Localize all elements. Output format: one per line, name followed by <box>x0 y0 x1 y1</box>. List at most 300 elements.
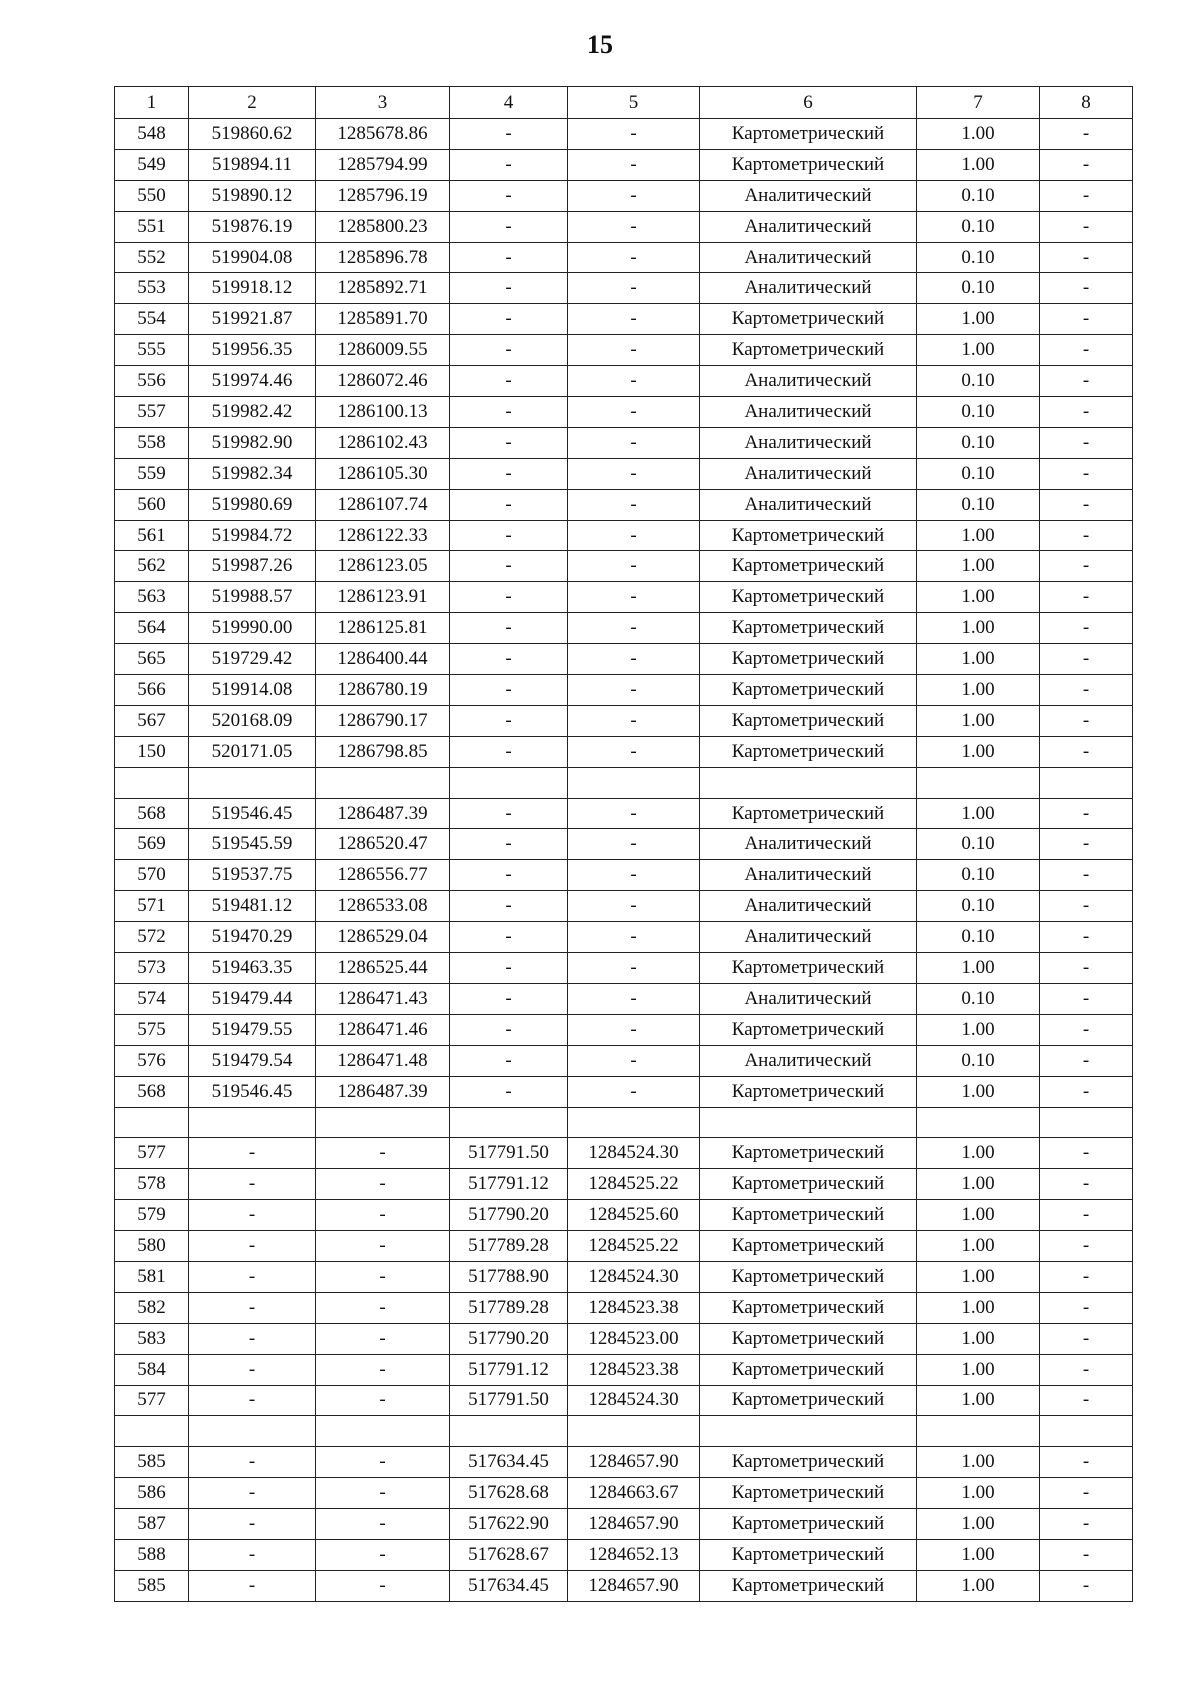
cell-coord-x-existing: 519982.42 <box>189 397 316 428</box>
table-row <box>115 273 1133 304</box>
cell-coord-y-new: 1284523.38 <box>568 1292 700 1323</box>
cell-coord-y-existing: - <box>316 1231 450 1262</box>
cell-coord-x-existing: 519904.08 <box>189 242 316 273</box>
cell-point-number: 570 <box>115 860 189 891</box>
cell-coord-x-existing: 519470.29 <box>189 922 316 953</box>
cell-coord-y-existing: - <box>316 1292 450 1323</box>
cell-coord-x-existing: 520168.09 <box>189 705 316 736</box>
cell-coord-x-existing: 519988.57 <box>189 582 316 613</box>
cell-coord-y-existing: 1286123.91 <box>316 582 450 613</box>
table-row <box>115 983 1133 1014</box>
cell-point-number: 578 <box>115 1169 189 1200</box>
cell-coord-y-new: - <box>568 675 700 706</box>
cell-coord-x-new: 517790.20 <box>450 1200 568 1231</box>
table-row <box>115 119 1133 150</box>
cell-coord-y-new: - <box>568 953 700 984</box>
cell-method: Картометрический <box>700 675 917 706</box>
cell-method: Аналитический <box>700 242 917 273</box>
cell-note: - <box>1040 1447 1133 1478</box>
cell-coord-x-new: - <box>450 489 568 520</box>
cell-accuracy: 1.00 <box>917 1014 1040 1045</box>
cell-accuracy: 1.00 <box>917 119 1040 150</box>
column-header: 3 <box>316 87 450 119</box>
cell-accuracy <box>917 767 1040 798</box>
cell-coord-y-new: - <box>568 211 700 242</box>
cell-coord-y-existing: 1286123.05 <box>316 551 450 582</box>
cell-note: - <box>1040 1014 1133 1045</box>
cell-accuracy <box>917 1107 1040 1138</box>
cell-coord-y-new: 1284525.60 <box>568 1200 700 1231</box>
cell-coord-x-new: 517791.12 <box>450 1354 568 1385</box>
cell-method: Картометрический <box>700 1200 917 1231</box>
cell-coord-y-new: - <box>568 705 700 736</box>
cell-method: Картометрический <box>700 335 917 366</box>
cell-coord-y-existing: 1285794.99 <box>316 149 450 180</box>
cell-coord-x-existing <box>189 1416 316 1447</box>
cell-method: Картометрический <box>700 1231 917 1262</box>
cell-accuracy: 1.00 <box>917 1570 1040 1601</box>
cell-method <box>700 1416 917 1447</box>
cell-coord-y-existing: 1286122.33 <box>316 520 450 551</box>
cell-method: Картометрический <box>700 1261 917 1292</box>
cell-coord-x-existing: 519984.72 <box>189 520 316 551</box>
cell-coord-y-new: - <box>568 613 700 644</box>
cell-accuracy: 1.00 <box>917 1447 1040 1478</box>
cell-point-number: 555 <box>115 335 189 366</box>
cell-coord-y-new: - <box>568 242 700 273</box>
cell-coord-y-existing: 1286533.08 <box>316 891 450 922</box>
cell-coord-y-new <box>568 767 700 798</box>
table-row <box>115 613 1133 644</box>
cell-coord-y-new: 1284525.22 <box>568 1169 700 1200</box>
cell-point-number: 585 <box>115 1447 189 1478</box>
cell-coord-x-new: - <box>450 366 568 397</box>
cell-coord-y-existing: 1286125.81 <box>316 613 450 644</box>
cell-point-number: 563 <box>115 582 189 613</box>
cell-accuracy: 0.10 <box>917 829 1040 860</box>
cell-accuracy: 0.10 <box>917 489 1040 520</box>
table-row <box>115 489 1133 520</box>
cell-note: - <box>1040 798 1133 829</box>
cell-coord-x-new: 517634.45 <box>450 1447 568 1478</box>
cell-coord-x-existing: - <box>189 1138 316 1169</box>
cell-accuracy: 1.00 <box>917 304 1040 335</box>
cell-note: - <box>1040 1045 1133 1076</box>
cell-accuracy: 0.10 <box>917 891 1040 922</box>
cell-coord-y-existing: - <box>316 1570 450 1601</box>
cell-coord-y-existing: 1285796.19 <box>316 180 450 211</box>
cell-accuracy: 1.00 <box>917 953 1040 984</box>
cell-note: - <box>1040 458 1133 489</box>
cell-point-number: 580 <box>115 1231 189 1262</box>
cell-coord-x-existing: 520171.05 <box>189 736 316 767</box>
cell-coord-x-new: - <box>450 211 568 242</box>
cell-coord-x-new: - <box>450 397 568 428</box>
cell-note: - <box>1040 149 1133 180</box>
cell-coord-y-new: - <box>568 582 700 613</box>
cell-coord-y-new: - <box>568 829 700 860</box>
cell-point-number: 582 <box>115 1292 189 1323</box>
cell-note: - <box>1040 551 1133 582</box>
cell-method: Аналитический <box>700 458 917 489</box>
table-row <box>115 304 1133 335</box>
cell-coord-y-existing: - <box>316 1354 450 1385</box>
cell-accuracy: 0.10 <box>917 180 1040 211</box>
cell-note: - <box>1040 1354 1133 1385</box>
table-row <box>115 149 1133 180</box>
cell-note: - <box>1040 335 1133 366</box>
cell-coord-y-new: - <box>568 149 700 180</box>
cell-accuracy: 1.00 <box>917 1354 1040 1385</box>
cell-accuracy: 0.10 <box>917 273 1040 304</box>
cell-coord-y-new: 1284524.30 <box>568 1138 700 1169</box>
cell-method: Картометрический <box>700 644 917 675</box>
cell-coord-y-existing: 1286790.17 <box>316 705 450 736</box>
table-row-spacer <box>115 1107 1133 1138</box>
cell-coord-y-new: - <box>568 427 700 458</box>
cell-point-number: 559 <box>115 458 189 489</box>
cell-note: - <box>1040 211 1133 242</box>
cell-coord-x-new: - <box>450 242 568 273</box>
cell-note: - <box>1040 922 1133 953</box>
cell-note: - <box>1040 520 1133 551</box>
cell-accuracy: 1.00 <box>917 1261 1040 1292</box>
cell-note: - <box>1040 1292 1133 1323</box>
cell-method: Картометрический <box>700 1447 917 1478</box>
cell-coord-x-existing: 519860.62 <box>189 119 316 150</box>
cell-coord-y-existing: 1286471.46 <box>316 1014 450 1045</box>
cell-coord-x-existing: - <box>189 1570 316 1601</box>
coordinates-table <box>114 86 1133 1602</box>
table-row <box>115 1323 1133 1354</box>
cell-point-number: 549 <box>115 149 189 180</box>
cell-coord-y-new: - <box>568 520 700 551</box>
cell-note: - <box>1040 829 1133 860</box>
cell-accuracy: 1.00 <box>917 1539 1040 1570</box>
cell-method: Картометрический <box>700 119 917 150</box>
cell-note <box>1040 1107 1133 1138</box>
cell-point-number: 548 <box>115 119 189 150</box>
cell-accuracy: 0.10 <box>917 211 1040 242</box>
table-row <box>115 829 1133 860</box>
cell-note: - <box>1040 891 1133 922</box>
cell-coord-y-new: - <box>568 458 700 489</box>
column-header: 8 <box>1040 87 1133 119</box>
cell-coord-x-new: - <box>450 273 568 304</box>
table-row <box>115 1539 1133 1570</box>
cell-coord-x-new <box>450 1107 568 1138</box>
cell-accuracy: 1.00 <box>917 1509 1040 1540</box>
cell-point-number <box>115 1416 189 1447</box>
cell-coord-y-existing: - <box>316 1539 450 1570</box>
table-row <box>115 953 1133 984</box>
cell-coord-x-existing: - <box>189 1354 316 1385</box>
cell-coord-x-existing: 519974.46 <box>189 366 316 397</box>
cell-method: Аналитический <box>700 211 917 242</box>
cell-coord-x-new: - <box>450 860 568 891</box>
table-row <box>115 1200 1133 1231</box>
cell-coord-y-existing: 1285896.78 <box>316 242 450 273</box>
cell-coord-x-new: - <box>450 891 568 922</box>
table-row <box>115 397 1133 428</box>
cell-coord-y-existing: 1286400.44 <box>316 644 450 675</box>
cell-coord-x-new: 517788.90 <box>450 1261 568 1292</box>
cell-method: Картометрический <box>700 1385 917 1416</box>
column-header: 5 <box>568 87 700 119</box>
cell-coord-x-new: 517791.50 <box>450 1385 568 1416</box>
cell-coord-x-new: 517790.20 <box>450 1323 568 1354</box>
cell-point-number: 572 <box>115 922 189 953</box>
cell-point-number: 584 <box>115 1354 189 1385</box>
table-row <box>115 1385 1133 1416</box>
table-row <box>115 1509 1133 1540</box>
cell-coord-x-existing: - <box>189 1447 316 1478</box>
cell-coord-y-new: 1284523.38 <box>568 1354 700 1385</box>
cell-note: - <box>1040 675 1133 706</box>
cell-coord-y-new <box>568 1416 700 1447</box>
cell-coord-y-new: - <box>568 1045 700 1076</box>
cell-coord-y-existing: 1286529.04 <box>316 922 450 953</box>
cell-coord-x-new: 517789.28 <box>450 1231 568 1262</box>
cell-point-number: 561 <box>115 520 189 551</box>
cell-accuracy: 1.00 <box>917 149 1040 180</box>
cell-coord-y-existing: - <box>316 1169 450 1200</box>
cell-coord-x-existing: 519987.26 <box>189 551 316 582</box>
cell-coord-x-new: - <box>450 551 568 582</box>
cell-coord-y-new: - <box>568 304 700 335</box>
cell-coord-y-new: - <box>568 273 700 304</box>
column-header: 4 <box>450 87 568 119</box>
cell-point-number: 562 <box>115 551 189 582</box>
cell-coord-y-existing: 1285678.86 <box>316 119 450 150</box>
table-row <box>115 1570 1133 1601</box>
table-row <box>115 644 1133 675</box>
cell-point-number: 560 <box>115 489 189 520</box>
cell-coord-x-new: 517791.50 <box>450 1138 568 1169</box>
cell-note: - <box>1040 1138 1133 1169</box>
cell-coord-x-existing: 519479.55 <box>189 1014 316 1045</box>
cell-coord-y-existing: 1286556.77 <box>316 860 450 891</box>
cell-coord-y-new: 1284663.67 <box>568 1478 700 1509</box>
cell-coord-y-new: - <box>568 1014 700 1045</box>
cell-note: - <box>1040 1385 1133 1416</box>
table-row <box>115 1076 1133 1107</box>
cell-coord-y-existing: - <box>316 1138 450 1169</box>
cell-point-number: 576 <box>115 1045 189 1076</box>
cell-coord-y-existing: 1286072.46 <box>316 366 450 397</box>
cell-coord-x-existing: 519545.59 <box>189 829 316 860</box>
cell-coord-y-new: 1284657.90 <box>568 1570 700 1601</box>
cell-note: - <box>1040 1200 1133 1231</box>
cell-method: Картометрический <box>700 582 917 613</box>
cell-coord-x-new: - <box>450 180 568 211</box>
cell-coord-y-existing: 1286471.48 <box>316 1045 450 1076</box>
cell-accuracy: 1.00 <box>917 736 1040 767</box>
cell-method: Картометрический <box>700 1323 917 1354</box>
cell-point-number: 575 <box>115 1014 189 1045</box>
cell-note: - <box>1040 397 1133 428</box>
cell-accuracy: 1.00 <box>917 1138 1040 1169</box>
cell-point-number: 565 <box>115 644 189 675</box>
table-row <box>115 427 1133 458</box>
cell-coord-y-new: 1284652.13 <box>568 1539 700 1570</box>
cell-coord-y-new: - <box>568 119 700 150</box>
cell-method: Аналитический <box>700 397 917 428</box>
cell-point-number: 583 <box>115 1323 189 1354</box>
cell-accuracy: 1.00 <box>917 520 1040 551</box>
table-row <box>115 1261 1133 1292</box>
cell-accuracy: 1.00 <box>917 335 1040 366</box>
table-row <box>115 922 1133 953</box>
cell-coord-x-new: - <box>450 304 568 335</box>
cell-method: Картометрический <box>700 1292 917 1323</box>
cell-coord-x-existing: - <box>189 1231 316 1262</box>
cell-accuracy <box>917 1416 1040 1447</box>
table-row <box>115 891 1133 922</box>
cell-coord-x-existing: 519463.35 <box>189 953 316 984</box>
cell-note: - <box>1040 644 1133 675</box>
column-header: 1 <box>115 87 189 119</box>
cell-note: - <box>1040 366 1133 397</box>
cell-accuracy: 1.00 <box>917 1478 1040 1509</box>
cell-coord-x-existing: - <box>189 1509 316 1540</box>
cell-coord-x-existing: 519982.90 <box>189 427 316 458</box>
cell-method: Картометрический <box>700 1539 917 1570</box>
cell-coord-x-existing: 519980.69 <box>189 489 316 520</box>
cell-point-number: 579 <box>115 1200 189 1231</box>
cell-point-number: 552 <box>115 242 189 273</box>
table-row <box>115 520 1133 551</box>
cell-coord-x-new: 517791.12 <box>450 1169 568 1200</box>
cell-note: - <box>1040 983 1133 1014</box>
cell-method: Картометрический <box>700 953 917 984</box>
cell-coord-x-existing: 519546.45 <box>189 1076 316 1107</box>
cell-coord-x-new: - <box>450 335 568 366</box>
table-row <box>115 335 1133 366</box>
cell-coord-x-existing: 519956.35 <box>189 335 316 366</box>
cell-point-number: 571 <box>115 891 189 922</box>
cell-method: Аналитический <box>700 366 917 397</box>
cell-coord-x-existing: 519918.12 <box>189 273 316 304</box>
cell-method: Аналитический <box>700 860 917 891</box>
cell-method: Аналитический <box>700 427 917 458</box>
cell-method: Аналитический <box>700 180 917 211</box>
cell-coord-y-existing: 1286102.43 <box>316 427 450 458</box>
cell-method: Картометрический <box>700 613 917 644</box>
cell-coord-y-new: 1284525.22 <box>568 1231 700 1262</box>
cell-method: Картометрический <box>700 551 917 582</box>
cell-coord-x-new <box>450 1416 568 1447</box>
cell-coord-x-existing: - <box>189 1261 316 1292</box>
page-number: 15 <box>587 30 613 59</box>
cell-accuracy: 1.00 <box>917 675 1040 706</box>
cell-coord-y-existing: - <box>316 1447 450 1478</box>
table-row <box>115 180 1133 211</box>
cell-coord-y-new: 1284524.30 <box>568 1261 700 1292</box>
cell-method: Картометрический <box>700 149 917 180</box>
cell-point-number: 585 <box>115 1570 189 1601</box>
cell-coord-y-existing: 1286525.44 <box>316 953 450 984</box>
cell-coord-y-existing: 1286798.85 <box>316 736 450 767</box>
table-row <box>115 1231 1133 1262</box>
table-row <box>115 582 1133 613</box>
cell-point-number: 558 <box>115 427 189 458</box>
cell-coord-x-existing: 519729.42 <box>189 644 316 675</box>
cell-coord-x-new: - <box>450 644 568 675</box>
cell-accuracy: 0.10 <box>917 458 1040 489</box>
cell-method: Аналитический <box>700 273 917 304</box>
cell-method: Аналитический <box>700 891 917 922</box>
table-row <box>115 551 1133 582</box>
cell-point-number: 564 <box>115 613 189 644</box>
cell-method: Картометрический <box>700 1570 917 1601</box>
cell-coord-x-existing: 519914.08 <box>189 675 316 706</box>
cell-coord-y-new: - <box>568 644 700 675</box>
cell-accuracy: 0.10 <box>917 983 1040 1014</box>
cell-accuracy: 1.00 <box>917 582 1040 613</box>
cell-note: - <box>1040 1169 1133 1200</box>
cell-accuracy: 0.10 <box>917 922 1040 953</box>
cell-coord-x-new: - <box>450 520 568 551</box>
cell-coord-y-existing: 1286487.39 <box>316 798 450 829</box>
cell-coord-y-new: - <box>568 983 700 1014</box>
cell-coord-x-existing: - <box>189 1478 316 1509</box>
cell-coord-x-existing: - <box>189 1200 316 1231</box>
cell-method: Аналитический <box>700 829 917 860</box>
table-row <box>115 1447 1133 1478</box>
cell-note: - <box>1040 273 1133 304</box>
cell-note: - <box>1040 1323 1133 1354</box>
cell-coord-x-new: - <box>450 983 568 1014</box>
cell-coord-x-new: 517789.28 <box>450 1292 568 1323</box>
cell-coord-x-existing: - <box>189 1539 316 1570</box>
column-header: 6 <box>700 87 917 119</box>
cell-method: Картометрический <box>700 304 917 335</box>
cell-coord-y-new: - <box>568 1076 700 1107</box>
cell-coord-y-existing: 1285892.71 <box>316 273 450 304</box>
cell-coord-y-new <box>568 1107 700 1138</box>
cell-accuracy: 1.00 <box>917 613 1040 644</box>
cell-coord-y-existing: 1285800.23 <box>316 211 450 242</box>
cell-accuracy: 0.10 <box>917 366 1040 397</box>
cell-note: - <box>1040 427 1133 458</box>
cell-coord-x-existing <box>189 767 316 798</box>
cell-point-number: 574 <box>115 983 189 1014</box>
table-row <box>115 798 1133 829</box>
cell-coord-x-new: - <box>450 953 568 984</box>
cell-coord-x-new: - <box>450 675 568 706</box>
cell-method: Аналитический <box>700 983 917 1014</box>
cell-method: Аналитический <box>700 1045 917 1076</box>
cell-note: - <box>1040 1076 1133 1107</box>
cell-coord-x-existing: 519876.19 <box>189 211 316 242</box>
cell-coord-x-new: 517622.90 <box>450 1509 568 1540</box>
cell-coord-y-existing: 1285891.70 <box>316 304 450 335</box>
cell-coord-x-existing: - <box>189 1292 316 1323</box>
cell-coord-y-new: - <box>568 798 700 829</box>
cell-coord-x-existing: 519479.54 <box>189 1045 316 1076</box>
cell-coord-x-existing: 519546.45 <box>189 798 316 829</box>
cell-coord-x-new: - <box>450 798 568 829</box>
cell-coord-y-new: 1284524.30 <box>568 1385 700 1416</box>
cell-note: - <box>1040 242 1133 273</box>
cell-coord-y-new: - <box>568 551 700 582</box>
cell-accuracy: 1.00 <box>917 1169 1040 1200</box>
table-row-spacer <box>115 1416 1133 1447</box>
cell-coord-y-existing: 1286009.55 <box>316 335 450 366</box>
cell-point-number: 557 <box>115 397 189 428</box>
cell-point-number: 587 <box>115 1509 189 1540</box>
